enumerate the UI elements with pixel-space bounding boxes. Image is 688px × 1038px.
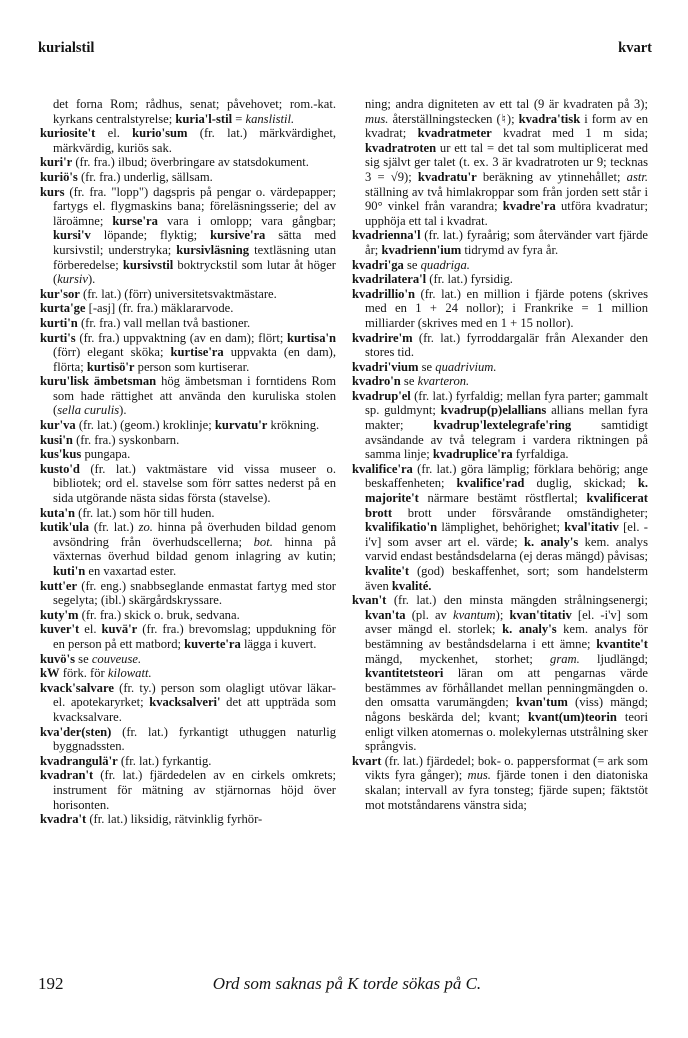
dictionary-entry bbox=[40, 725, 336, 754]
headword: kvalificerat brott bbox=[365, 491, 648, 520]
headword: kvalite't bbox=[365, 564, 410, 578]
running-head-right: kvart bbox=[618, 40, 652, 56]
dictionary-entry bbox=[40, 666, 336, 681]
headword: kval'itativ bbox=[564, 520, 619, 535]
headword: kursi'v bbox=[53, 228, 91, 243]
headword: kur'sor bbox=[40, 286, 80, 301]
definition-text: se bbox=[418, 359, 436, 374]
dictionary-entry bbox=[40, 126, 336, 155]
headword: kvadrilatera'l bbox=[352, 272, 427, 287]
headword: kurse'ra bbox=[112, 213, 158, 228]
dictionary-entry bbox=[40, 812, 336, 827]
definition-text: ). bbox=[119, 403, 127, 418]
italic-text: couveuse. bbox=[91, 651, 142, 666]
definition-text: ). bbox=[87, 272, 96, 287]
headword: kuri'r bbox=[40, 155, 73, 170]
headword: kvadre'ra bbox=[502, 199, 556, 214]
dictionary-entry bbox=[40, 754, 336, 769]
dictionary-entry bbox=[352, 754, 648, 812]
definition-text: (fr. lat.) liksidig, rätvinklig fyrhör- bbox=[86, 812, 263, 827]
headword: kusto'd bbox=[40, 461, 80, 476]
italic-text: mus. bbox=[365, 111, 389, 126]
dictionary-entry bbox=[40, 768, 336, 812]
headword: kvadrire'm bbox=[352, 330, 413, 345]
headword: kuverte'ra bbox=[184, 636, 241, 651]
definition-text: (fr. lat.) fyrsidig. bbox=[426, 272, 513, 287]
dictionary-entry bbox=[352, 331, 648, 360]
italic-text: gram. bbox=[550, 651, 580, 666]
definition-text: det forna Rom; rådhus, senat; påvehovet; rom.-kat. kyrkans centralstyrelse; bbox=[53, 97, 336, 126]
definition-text: = bbox=[232, 111, 246, 126]
definition-text: (fr. fra.) vall mellan två bastioner. bbox=[77, 315, 251, 330]
definition-text: utföra kvadratur; upphöja ett tal i kvadrat. bbox=[365, 199, 648, 228]
definition-text: (fr. lat.) bbox=[89, 520, 139, 535]
definition-text: se bbox=[403, 257, 421, 272]
headword: kurti's bbox=[40, 330, 76, 345]
headword: kurs bbox=[40, 184, 65, 199]
definition-text: [-asj] (fr. fra.) mäklararvode. bbox=[85, 301, 234, 316]
definition-text: kem. analys för bestämning av beståndsdelarna i ett ämne; bbox=[365, 622, 648, 651]
definition-text: samtidigt avsändande av två telegram i vardera riktningen på samma linje; bbox=[365, 418, 648, 462]
italic-text: astr. bbox=[626, 169, 648, 184]
headword: kuver't bbox=[40, 622, 80, 637]
dictionary-entry bbox=[40, 374, 336, 418]
definition-text: boktryckstil som lutar åt höger ( bbox=[53, 257, 336, 287]
headword: kvadrup'el bbox=[352, 388, 411, 403]
dictionary-entry bbox=[40, 170, 336, 185]
headword: kva'der(sten) bbox=[40, 724, 112, 739]
headword: kutt'er bbox=[40, 578, 78, 593]
definition-text: kvadrat med 1 m sida; bbox=[491, 126, 648, 141]
definition-text: (fr. lat.) (förr) universitetsvaktmästare. bbox=[79, 286, 277, 301]
definition-text: (förr) elegant sköka; bbox=[53, 345, 171, 360]
definition-text: (fr. fra.) skick o. bruk, sedvana. bbox=[78, 607, 240, 622]
right-column bbox=[352, 97, 648, 812]
definition-text: tidrymd av fyra år. bbox=[461, 242, 559, 257]
dictionary-entry bbox=[352, 360, 648, 375]
headword: kvadrup'lextelegrafe'ring bbox=[433, 418, 572, 433]
dictionary-entry bbox=[40, 418, 336, 433]
headword: kvart bbox=[352, 753, 382, 768]
dictionary-entry bbox=[40, 447, 336, 462]
dictionary-entry bbox=[40, 520, 336, 578]
headword: kvadra'tisk bbox=[518, 111, 581, 126]
headword: kuria'l-stil bbox=[175, 111, 233, 126]
definition-text: (fr. ty.) person som olagligt utövar läkar- el. apotekaryrket; bbox=[53, 680, 336, 710]
headword: kurtise'ra bbox=[170, 345, 224, 360]
headword: kvadri'ga bbox=[352, 257, 404, 272]
italic-text: quadrivium. bbox=[435, 359, 497, 374]
headword: kurvatu'r bbox=[214, 418, 268, 433]
headword: kvan'tum bbox=[516, 695, 568, 710]
definition-text: brott under försvårande omständigheter; bbox=[392, 505, 648, 520]
headword: kvadrienn'ium bbox=[381, 242, 462, 257]
definition-text: se bbox=[75, 651, 92, 666]
headword: kvalifice'ra bbox=[352, 461, 413, 476]
italic-text: zo. bbox=[138, 520, 153, 535]
headword: kurti'n bbox=[40, 315, 78, 330]
dictionary-entry bbox=[40, 433, 336, 448]
headword: kvan't bbox=[352, 593, 387, 608]
headword: kur'va bbox=[40, 418, 76, 433]
definition-text: (fr. lat.) en million i fjärde potens (skrives med en 1 + 24 nollor); i Frankrike = 1 million milliarder (skrives med en 1 + 15 nollor). bbox=[365, 286, 648, 330]
definition-text: fyrfaldiga. bbox=[512, 447, 569, 462]
left-column bbox=[40, 97, 336, 827]
definition-text: (god) beskaffenhet, sort; som handelsterm även bbox=[365, 564, 648, 593]
headword: kvack'salvare bbox=[40, 680, 114, 695]
dictionary-entry bbox=[40, 462, 336, 506]
definition-text: hinna på överhuden bildad genom avsöndring från överhudscellerna; bbox=[53, 520, 336, 549]
headword: kus'kus bbox=[40, 447, 82, 462]
definition-text: lämplighet, behörighet; bbox=[437, 520, 565, 535]
headword: kurta'ge bbox=[40, 301, 86, 316]
definition-text: återställningstecken (♮); bbox=[388, 111, 519, 126]
headword: kvadran't bbox=[40, 768, 94, 783]
headword: kvan'ta bbox=[365, 607, 406, 622]
headword: k. analy's bbox=[502, 622, 557, 637]
definition-text: (fr. lat.) fyrkantigt uthuggen naturlig byggnadssten. bbox=[53, 724, 336, 754]
definition-text: [el. -i'v] som avser art el. värde; bbox=[365, 520, 649, 549]
dictionary-entry bbox=[352, 593, 648, 754]
definition-text: textläsning utan förberedelse; bbox=[53, 242, 336, 272]
definition-text: (fr. lat.) den minsta mängden strålningsenergi; bbox=[386, 593, 648, 608]
definition-text: ställning av två himlakroppar som från jorden sett står i 90° vinkel från varandra; bbox=[365, 184, 648, 214]
headword: kutik'ula bbox=[40, 520, 90, 535]
headword: kvantitetsteori bbox=[365, 666, 444, 681]
italic-text: kvarteron. bbox=[417, 374, 470, 389]
definition-text: ); bbox=[495, 607, 510, 622]
italic-text: mus. bbox=[467, 768, 491, 783]
headword: kvadratu'r bbox=[417, 169, 477, 184]
definition-text: duglig, skickad; bbox=[524, 476, 638, 491]
headword: kvadra't bbox=[40, 812, 87, 827]
headword: kuriö's bbox=[40, 169, 78, 184]
definition-text: (pl. av bbox=[405, 607, 453, 622]
definition-text: (fr. fra. "lopp") dagspris på pengar o. värdepapper; fartygs el. flygmaskins bana; föreläsningsserie; del av läroämne; bbox=[53, 184, 336, 228]
headword: k. majorite't bbox=[365, 476, 649, 506]
dictionary-entry bbox=[352, 272, 648, 287]
dictionary-entry bbox=[40, 316, 336, 331]
headword: kvacksalveri' bbox=[149, 695, 221, 710]
footer-motto: Ord som saknas på K torde sökas på C. bbox=[212, 974, 482, 993]
definition-text: krökning. bbox=[267, 418, 320, 433]
definition-text: fjärde tonen i den diatoniska skalan; intervall av fyra tonsteg; fjärde supen; fäktstöt mot motståndarens vänstra sida; bbox=[365, 768, 648, 812]
italic-text: kanslistil. bbox=[245, 111, 295, 126]
dictionary-entry bbox=[40, 155, 336, 170]
definition-text: teori enligt vilken atomernas o. molekylernas utstrålning sker språngvis. bbox=[365, 709, 649, 754]
headword: kvadrup(p)elallians bbox=[440, 403, 547, 418]
definition-text: hög ämbetsman i forntidens Rom som hade rättighet att använda den kuruliska stolen ( bbox=[53, 374, 337, 418]
definition-text: person som kurtiserar. bbox=[134, 359, 250, 374]
headword: kvant(um)teorin bbox=[528, 709, 617, 724]
headword: kursivstil bbox=[122, 257, 174, 272]
dictionary-entry bbox=[40, 652, 336, 667]
dictionary-entry bbox=[352, 287, 648, 331]
definition-text: el. bbox=[95, 126, 133, 141]
headword: kvadrangulä'r bbox=[40, 753, 118, 768]
definition-text: vara i omlopp; vara gångbar; bbox=[157, 213, 337, 228]
dictionary-entry bbox=[40, 287, 336, 302]
definition-text: [el. -i'v] som avser mängd el. storlek; bbox=[365, 607, 648, 637]
definition-text: (fr. lat.) göra lämplig; förklara behörig; ange beskaffenheten; bbox=[365, 461, 648, 491]
definition-text: (fr. lat.) fyraårig; som återvänder vart fjärde år; bbox=[365, 228, 648, 257]
definition-text: ning; andra digniteten av ett tal (9 är kvadraten på 3); bbox=[365, 97, 648, 111]
definition-text: (fr. lat.) som hör till huden. bbox=[75, 505, 215, 520]
headword: kvadratmeter bbox=[417, 126, 492, 141]
italic-text: kilowatt. bbox=[107, 666, 152, 681]
headword: kuru'lisk ämbetsman bbox=[40, 374, 157, 389]
headword: kvadrillio'n bbox=[352, 286, 415, 301]
italic-text: sella curulis bbox=[57, 403, 120, 418]
definition-text: se bbox=[400, 374, 418, 389]
headword: kuta'n bbox=[40, 505, 76, 520]
dictionary-entry bbox=[40, 608, 336, 623]
definition-text: närmare bestämt röstflertal; bbox=[418, 491, 587, 506]
headword: kuty'm bbox=[40, 607, 79, 622]
definition-text: hinna på växternas överhud bildad genom inlagring av kutin; bbox=[53, 534, 336, 564]
definition-text: uppvakta (en dam), flörta; bbox=[53, 345, 336, 374]
headword: kurtisa'n bbox=[287, 330, 336, 345]
headword: kursivläsning bbox=[176, 242, 250, 257]
definition-text: det att uppträda som kvacksalvare. bbox=[53, 695, 337, 724]
definition-text: i form av en kvadrat; bbox=[365, 111, 648, 141]
definition-text: ljudlängd; bbox=[579, 651, 649, 666]
headword: kvalifice'rad bbox=[456, 476, 525, 491]
dictionary-entry bbox=[40, 97, 336, 126]
headword: kvalifikatio'n bbox=[365, 520, 438, 535]
italic-text: quadriga. bbox=[420, 257, 470, 272]
definition-text: (fr. fra.) ilbud; överbringare av statsdokument. bbox=[72, 155, 309, 170]
headword: kvadrienna'l bbox=[352, 228, 421, 243]
dictionary-entry bbox=[352, 228, 648, 257]
definition-text: förk. för bbox=[59, 666, 108, 681]
italic-text: kvantum bbox=[452, 607, 496, 622]
dictionary-entry bbox=[352, 389, 648, 462]
headword: kurio'sum bbox=[132, 126, 188, 141]
dictionary-entry bbox=[40, 681, 336, 725]
definition-text: beräkning av ytinnehållet; bbox=[476, 169, 627, 184]
headword: kuvö's bbox=[40, 651, 76, 666]
headword: kvan'titativ bbox=[509, 607, 572, 622]
definition-text: (fr. lat.) fyrroddargalär från Alexander den stores tid. bbox=[365, 330, 648, 360]
headword: kvadratroten bbox=[365, 140, 437, 155]
definition-text: (fr. lat.) fyrfaldig; mellan fyra parter; gammalt sp. guldmynt; bbox=[365, 388, 648, 418]
headword: kusi'n bbox=[40, 432, 73, 447]
dictionary-entry bbox=[352, 258, 648, 273]
dictionary-entry bbox=[40, 301, 336, 316]
dictionary-entry bbox=[40, 579, 336, 608]
definition-text: (fr. eng.) snabbseglande enmastat fartyg med stor segelyta; (ibl.) skärgårdskryssare. bbox=[53, 578, 336, 608]
headword: kvadri'vium bbox=[352, 359, 419, 374]
definition-text: en vaxartad ester. bbox=[85, 564, 177, 578]
definition-text: löpande; flyktig; bbox=[90, 228, 211, 243]
definition-text: pungapa. bbox=[81, 447, 131, 462]
definition-text: ur ett tal = det tal som multiplicerat med sig självt ger talet (t. ex. 3 är kvadratroten ur 9; tecknas 3 = √9); bbox=[365, 140, 648, 184]
headword: kvantite't bbox=[596, 636, 648, 651]
definition-text: (fr. lat.) fjärdedel; bok- o. pappersformat (= ark som vikts fyra gånger); bbox=[365, 753, 648, 783]
definition-text: (fr. lat.) fyrkantig. bbox=[117, 753, 212, 768]
headword: kvalité. bbox=[391, 578, 432, 593]
dictionary-entry bbox=[352, 97, 648, 228]
definition-text: kem. analys varvid endast beståndsdelarna (ej deras mängd) påvisas; bbox=[365, 534, 648, 564]
definition-text: (viss) mängd; någons beskärda del; kvant; bbox=[365, 695, 649, 724]
headword: kurtisö'r bbox=[86, 359, 135, 374]
definition-text: el. bbox=[79, 622, 102, 637]
dictionary-entry bbox=[352, 374, 648, 389]
definition-text: (fr. fra.) brevomslag; uppdukning för en person på ett matbord; bbox=[53, 622, 336, 651]
definition-text: (fr. lat.) vaktmästare vid vissa museer o. bibliotek; ord el. stavelse som förr sattes nederst på en sida utgörande nästa sidas första (stavelse). bbox=[53, 461, 336, 506]
dictionary-entry bbox=[40, 506, 336, 521]
headword: kuriosite't bbox=[40, 126, 96, 141]
definition-text: (fr. fra.) underlig, sällsam. bbox=[77, 169, 213, 184]
definition-text: mängd, myckenhet, storhet; bbox=[365, 651, 551, 666]
italic-text: bot. bbox=[253, 534, 273, 549]
definition-text: (fr. fra.) uppvaktning (av en dam); flört; bbox=[75, 330, 287, 345]
running-head-left: kurialstil bbox=[38, 40, 95, 56]
headword: kvadro'n bbox=[352, 374, 401, 389]
definition-text: allians mellan fyra makter; bbox=[365, 403, 649, 433]
headword: kvadruplice'ra bbox=[432, 447, 513, 462]
headword: k. analy's bbox=[523, 534, 579, 549]
headword: kuvä'r bbox=[101, 622, 138, 637]
definition-text: sätta med kursivstil; understryka; bbox=[53, 228, 337, 257]
definition-text: (fr. lat.) märkvärdighet, märkvärdig, kuriös sak. bbox=[53, 126, 336, 155]
dictionary-entry bbox=[40, 185, 336, 287]
page-number: 192 bbox=[38, 974, 64, 993]
definition-text: (fr. fra.) syskonbarn. bbox=[72, 432, 180, 447]
dictionary-entry bbox=[352, 462, 648, 593]
definition-text: lägga i kuvert. bbox=[240, 636, 317, 651]
definition-text: läran om att pengarnas värde bestämmes av förhållandet mellan penningmängden o. den omsatta varumängden; bbox=[365, 666, 648, 710]
headword: kuti'n bbox=[53, 564, 86, 578]
dictionary-entry bbox=[40, 622, 336, 651]
headword: kursive'ra bbox=[210, 228, 266, 243]
definition-text: (fr. lat.) fjärdedelen av en cirkels omkrets; instrument för mätning av stjärnornas höjd över horisonten. bbox=[53, 768, 336, 812]
definition-text: (fr. lat.) (geom.) kroklinje; bbox=[75, 418, 215, 433]
headword: kW bbox=[40, 666, 60, 681]
italic-text: kursiv bbox=[57, 272, 88, 287]
dictionary-entry bbox=[40, 331, 336, 375]
